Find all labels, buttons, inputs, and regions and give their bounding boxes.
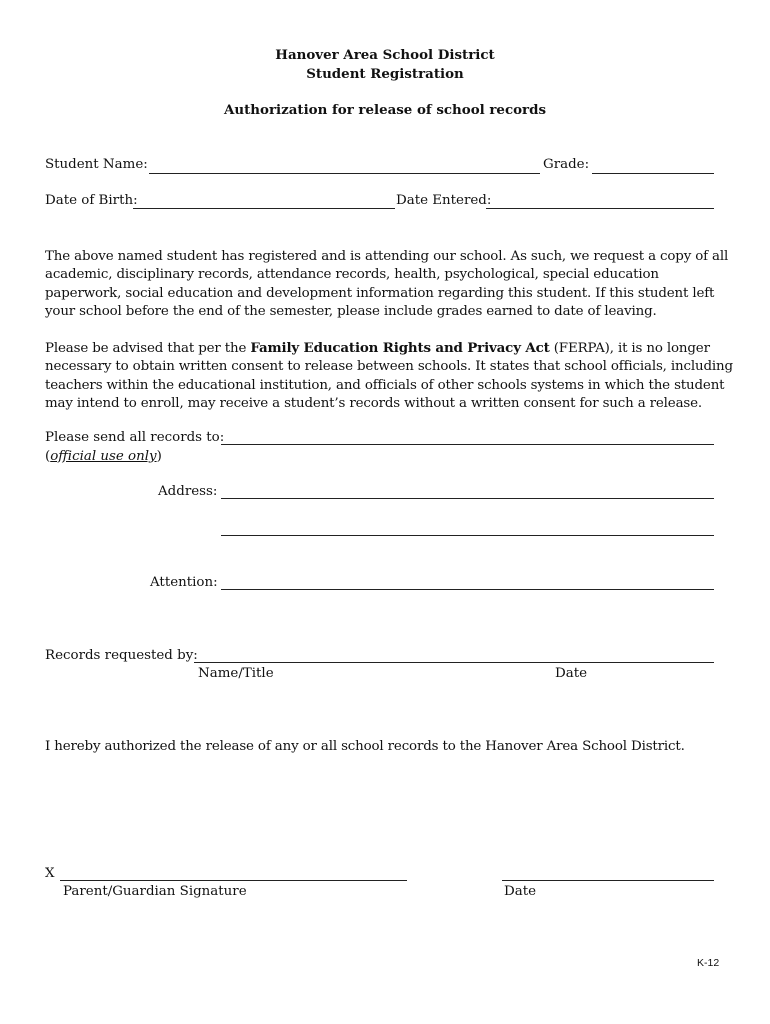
student-name-field[interactable] <box>149 173 540 174</box>
dob-field[interactable] <box>133 208 395 209</box>
ferpa-act-name: Family Education Rights and Privacy Act <box>250 340 550 356</box>
name-title-caption: Name/Title <box>198 666 274 681</box>
requested-date-caption: Date <box>555 666 588 681</box>
dob-label: Date of Birth: <box>45 193 138 208</box>
requested-by-field[interactable] <box>194 662 714 663</box>
requested-by-label: Records requested by: <box>45 648 198 663</box>
student-name-label: Student Name: <box>45 157 148 172</box>
ferpa-pre: Please be advised that per the <box>45 341 251 356</box>
send-records-field[interactable] <box>221 444 714 445</box>
request-paragraph: The above named student has registered and is attending our school. As such, we request a copy of all academic, disciplinary records, attendance records, health, psychological, special education paperwork, social education and development information regarding this student. If this student left your school before the end of the semester, please include grades earned to date of leaving. <box>45 249 729 320</box>
signature-field[interactable] <box>60 880 407 881</box>
date-entered-label: Date Entered: <box>396 193 492 208</box>
attention-field[interactable] <box>221 589 714 590</box>
ferpa-post: (FERPA), it is no longer necessary to obtain written consent to release between schools. It states that school officials, including teachers within the educational institution, and officials of other schools systems in which the student may intend to enroll, may receive a student’s records without a written consent for such a release. <box>45 341 733 412</box>
signature-caption: Parent/Guardian Signature <box>63 884 247 899</box>
address-field-line2[interactable] <box>221 535 714 536</box>
form-subtitle: Authorization for release of school records <box>224 102 546 118</box>
address-field-line1[interactable] <box>221 498 714 499</box>
authorization-statement: I hereby authorized the release of any or all school records to the Hanover Area School District. <box>45 739 685 754</box>
signature-date-caption: Date <box>504 884 537 899</box>
footer-code: K-12 <box>697 957 720 969</box>
ferpa-paragraph <box>45 339 735 414</box>
grade-field[interactable] <box>592 173 714 174</box>
attention-label: Attention: <box>150 575 218 590</box>
form-title: Student Registration <box>306 66 464 82</box>
signature-date-field[interactable] <box>502 880 714 881</box>
grade-label: Grade: <box>543 157 590 172</box>
official-use-note: (official use only) <box>45 449 162 464</box>
send-records-label: Please send all records to: <box>45 430 225 445</box>
district-title: Hanover Area School District <box>275 47 495 63</box>
address-label: Address: <box>158 484 218 499</box>
signature-x-mark: X <box>45 866 55 881</box>
date-entered-field[interactable] <box>486 208 714 209</box>
